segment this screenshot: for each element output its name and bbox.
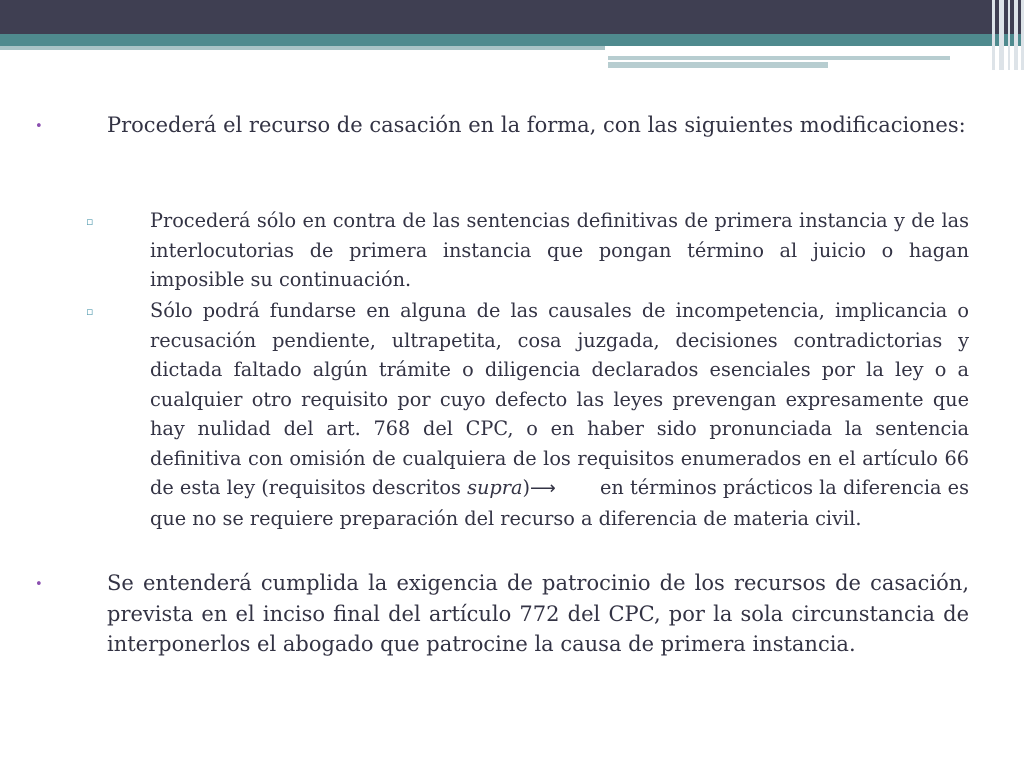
bullet-marker: • — [35, 577, 43, 592]
sub-bullet-item — [86, 206, 969, 295]
header-accent-bar-short — [608, 62, 828, 68]
bullet-text: Se entenderá cumplida la exigencia de patrocinio de los recursos de casación, prevista en el inciso final del artículo 772 del CPC, por la sola circunstancia de interponerlos el abogado que patrocine la causa de primera instancia. — [107, 571, 969, 656]
arrow-icon: ⟶ — [529, 478, 556, 499]
sub-bullet-marker: ▫ — [86, 215, 94, 228]
italic-term: supra — [467, 476, 523, 499]
header-tab — [605, 46, 1024, 56]
closing-parenthesis: ) — [522, 476, 530, 499]
header-stripes — [990, 0, 1024, 70]
sub-bullet-text-part: Sólo podrá fundarse en alguna de las causales de incompetencia, implicancia o recusación pendiente, ultrapetita, cosa juzgada, decisiones contradictorias y dictada faltado algún trámite o diligencia declarados esenciales por la ley o a cualquier otro requisito por cuyo defecto las leyes prevengan expresamente que hay nulidad del art. 768 del CPC, o en haber sido pronunciada la sentencia definitiva con omisión de cualquiera de los requisitos enumerados en el artículo 66 de esta ley (requisitos descritos — [150, 299, 969, 499]
header-band-teal — [0, 34, 1024, 46]
bullet-marker: • — [35, 119, 43, 134]
sub-bullet-item — [86, 296, 969, 533]
bullet-item — [35, 110, 969, 141]
sub-bullet-text: Procederá sólo en contra de las sentencias definitivas de primera instancia y de las interlocutorias de primera instancia que pongan término al juicio o hagan imposible su continuación. — [150, 209, 969, 291]
sub-bullet-marker: ▫ — [86, 305, 94, 318]
sub-bullet-text — [150, 296, 969, 533]
header-band-dark — [0, 0, 1024, 34]
bullet-text: Procederá el recurso de casación en la forma, con las siguientes modificaciones: — [107, 113, 966, 137]
bullet-item — [35, 568, 969, 660]
header-band-light — [0, 46, 605, 50]
sub-bullet-text-part: en términos prácticos la diferencia es que no se requiere preparación del recurso a diferencia de materia civil. — [150, 476, 969, 530]
header-accent-bar — [608, 56, 950, 60]
